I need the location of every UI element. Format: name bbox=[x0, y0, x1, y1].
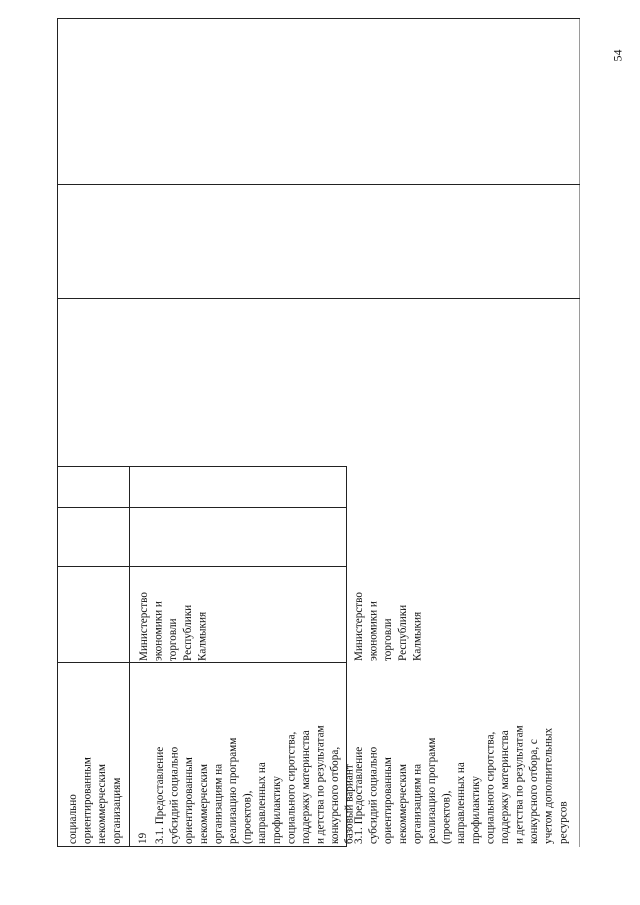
row-executor: Министерство экономики и торговли Республики Калмыкия bbox=[353, 592, 424, 661]
col-divider-c bbox=[57, 466, 346, 467]
col-divider-b bbox=[57, 298, 580, 299]
table-cell-executor bbox=[349, 567, 439, 661]
row-executor: Министерство экономики и торговли Республики Калмыкия bbox=[138, 592, 209, 661]
table-row bbox=[349, 668, 579, 844]
table-border-top bbox=[57, 18, 580, 19]
col-divider-a bbox=[57, 184, 580, 185]
rotated-table bbox=[57, 18, 580, 847]
row-number: 19 bbox=[137, 832, 149, 844]
row-name: 3.1. Предоставление субсидий социально ориентированным некоммерческим организациям на реализацию программ (проектов), направленных на профилактику социального сиротства, поддержку материнства и детства по результатам конкурсного отбора, с учетом дополнительных ресурсов bbox=[353, 725, 570, 844]
row-name: социально ориентированным некоммерческим организациям bbox=[67, 757, 123, 844]
table-border-bottom bbox=[57, 846, 346, 847]
row-name: 3.1. Предоставление субсидий социально ориентированным некоммерческим организациям на реализацию программ (проектов), направленных на профилактику социального сиротства, поддержку материнства и детства по результатам конкурсного отбора, базовый вариант bbox=[154, 725, 356, 844]
table-row bbox=[133, 668, 356, 844]
row-divider-1 bbox=[129, 466, 130, 847]
page-number: 54 bbox=[610, 49, 625, 62]
table-border-right bbox=[579, 18, 580, 847]
table-row bbox=[60, 668, 128, 844]
col-divider-f bbox=[57, 662, 346, 663]
table-border-left bbox=[57, 18, 58, 847]
col-divider-d bbox=[57, 507, 346, 508]
table-cell-executor bbox=[133, 567, 223, 661]
